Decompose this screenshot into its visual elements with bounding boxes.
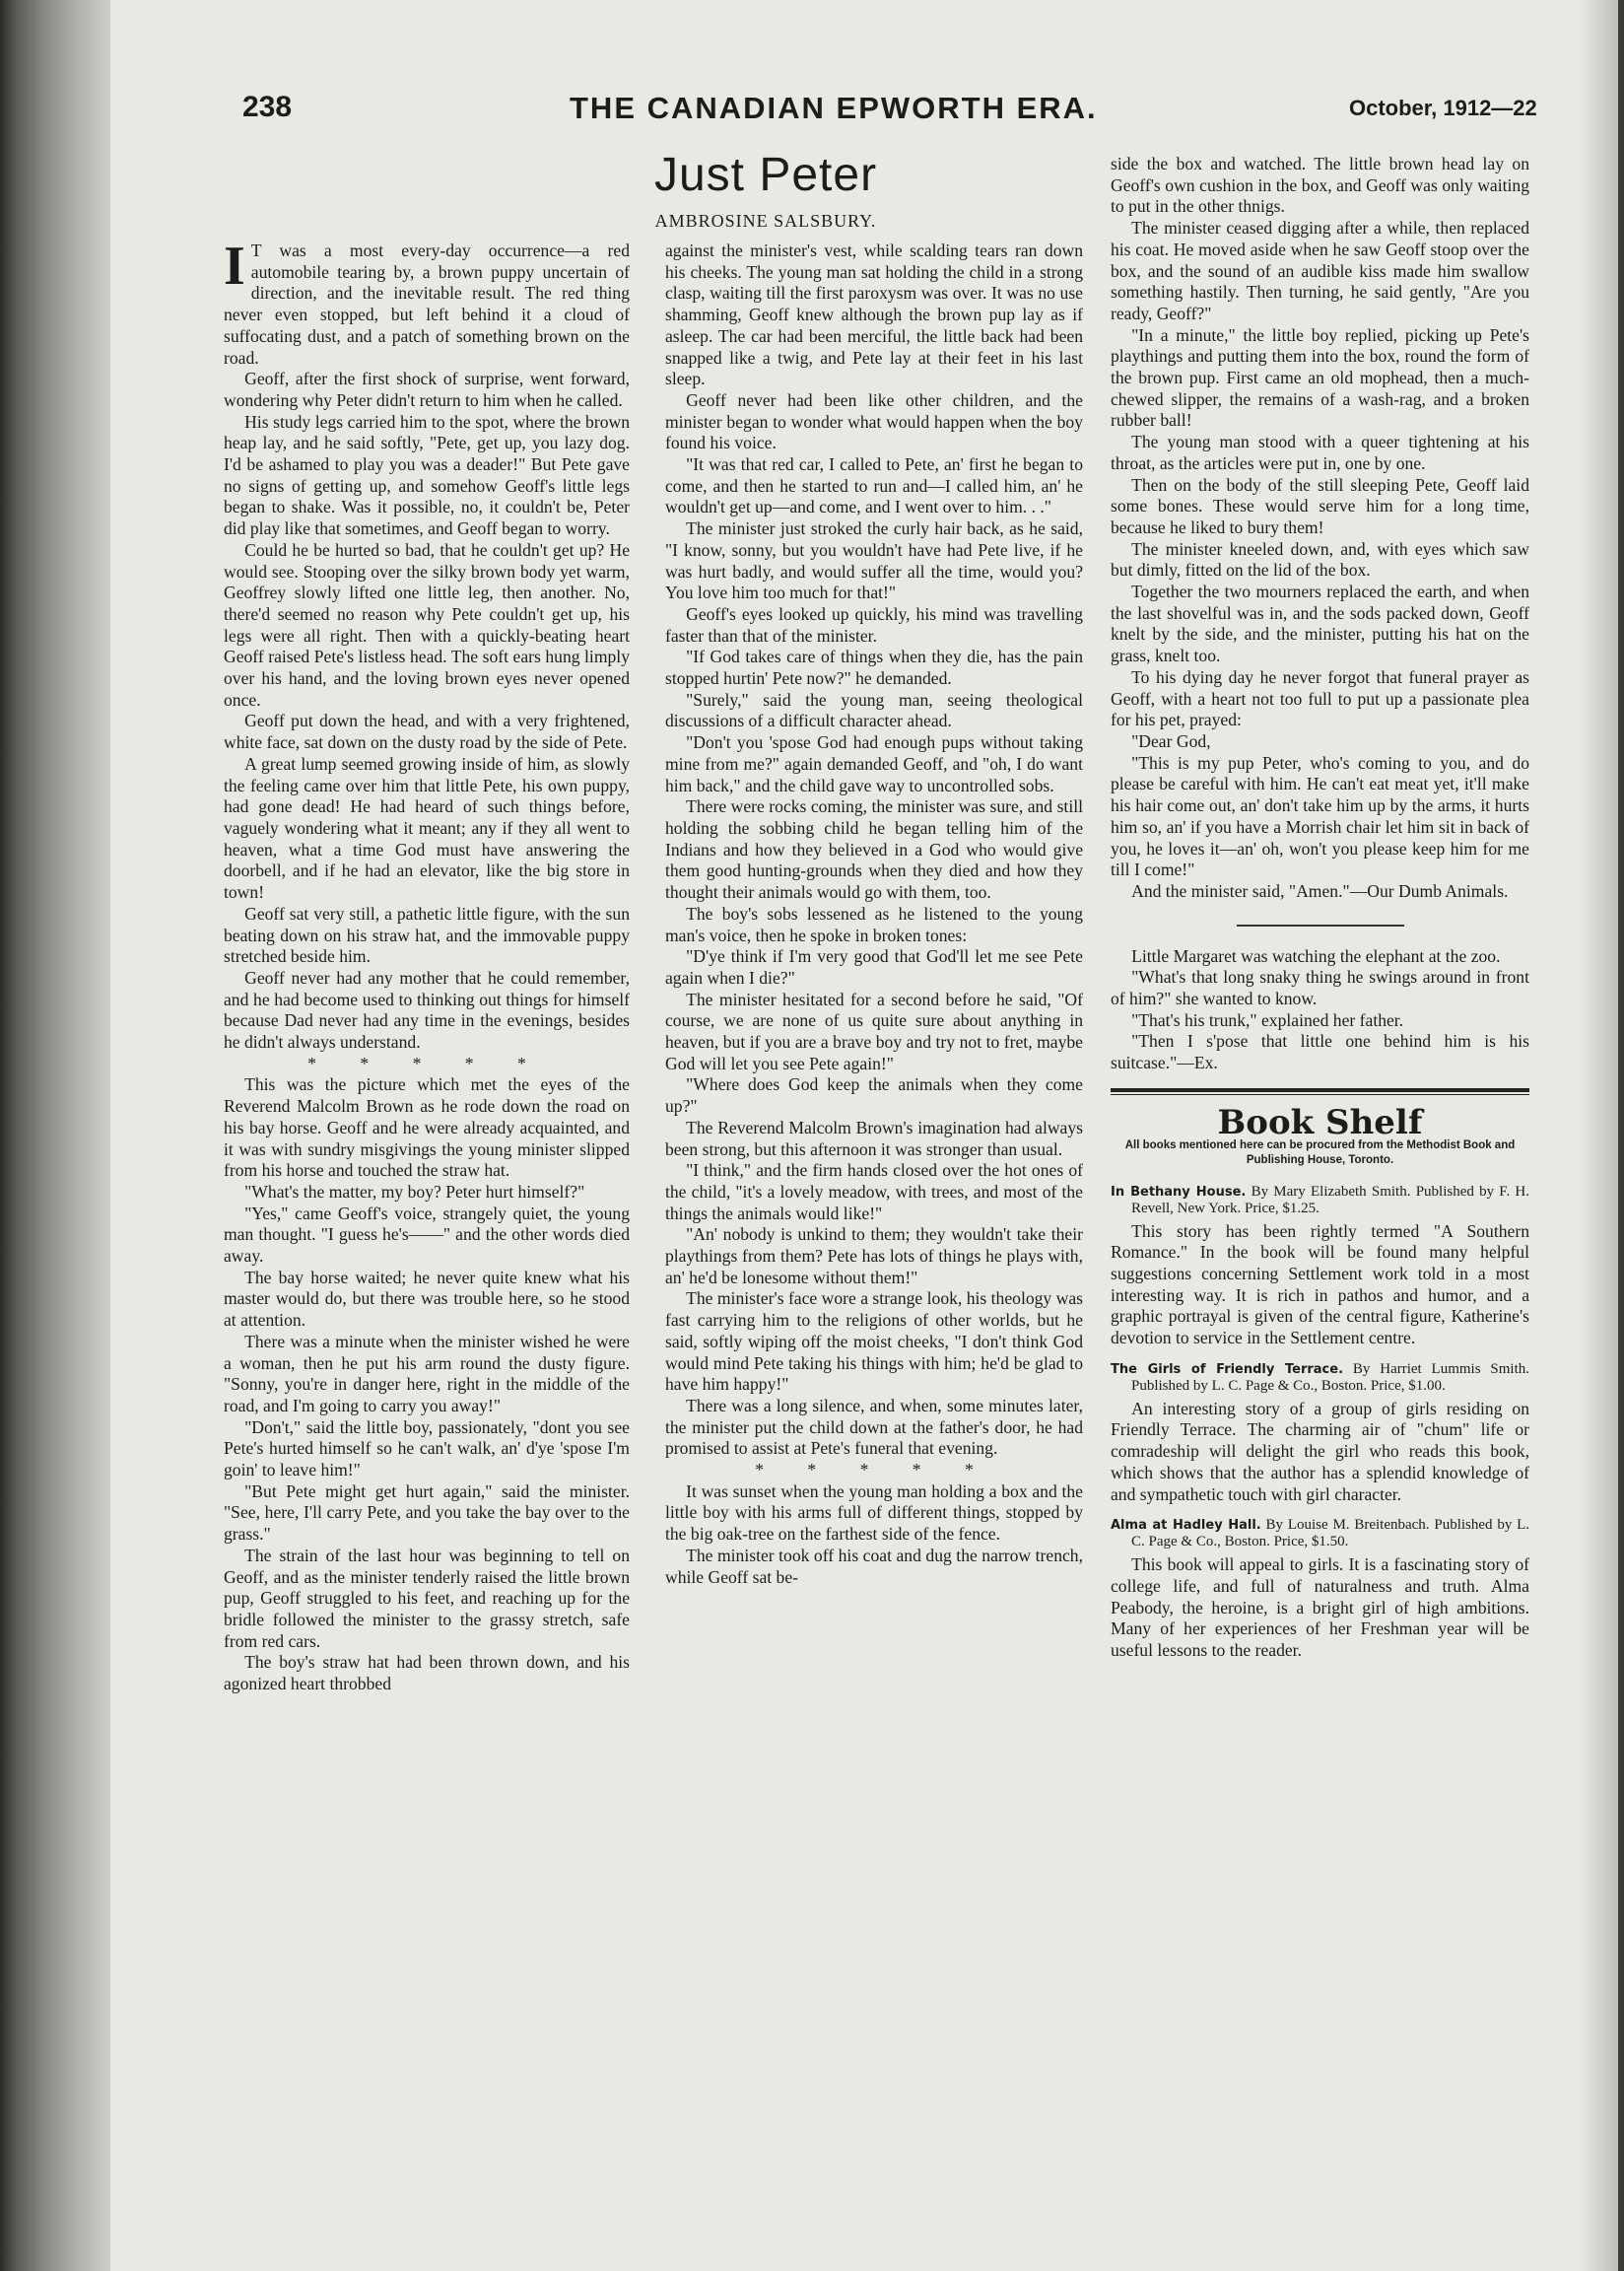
paragraph: against the minister's vest, while scalding tears ran down his cheeks. The young man sat holding the child in a strong clasp, waiting till the first paroxysm was over. It was no use shamming, Geoff knew although the brown pup lay as if asleep. The car had been merciful, the little back had been snapped like a twig, and Pete lay at their feet in his last sleep. bbox=[665, 241, 1083, 389]
book-heading bbox=[1111, 1184, 1529, 1217]
paragraph: The boy's straw hat had been thrown down, and his agonized heart throbbed bbox=[224, 1652, 630, 1694]
paragraph: "Where does God keep the animals when they come up?" bbox=[665, 1074, 1083, 1117]
paragraph: "Don't you 'spose God had enough pups without taking mine from me?" again demanded Geoff, and "oh, I do want him back," and the child gave way to uncontrolled sobs. bbox=[665, 732, 1083, 795]
book-info: By Harriet Lummis Smith. Published by L. C. Page & Co., Boston. Price, $1.00. bbox=[1131, 1360, 1530, 1394]
story-title: Just Peter bbox=[653, 149, 878, 201]
paragraph: "Don't," said the little boy, passionately, "dont you see Pete's hurted himself so he can't walk, an' d'ye 'spose I'm goin' to leave him!" bbox=[224, 1416, 630, 1480]
story-author: AMBROSINE SALSBURY. bbox=[654, 211, 877, 231]
paragraph: The minister's face wore a strange look, his theology was fast carrying him to the religions of other worlds, but he said, softly wiping off the moist cheeks, "I don't think God would mind Pete taking his things with him; he'd be glad to have him happy!" bbox=[665, 1288, 1083, 1395]
paragraph: "Surely," said the young man, seeing theological discussions of a difficult character ahead. bbox=[665, 689, 1083, 731]
section-break: * * * * * bbox=[307, 1053, 546, 1073]
book-title: The Girls of Friendly Terrace. bbox=[1111, 1361, 1344, 1377]
book-spine-edge bbox=[0, 0, 110, 2271]
section-break: * * * * * bbox=[755, 1460, 993, 1480]
paragraph: The minister just stroked the curly hair back, as he said, "I know, sonny, but you wouldn't have had Pete live, if he was hurt badly, and would suffer all the time, would you? You love him too much for that!" bbox=[665, 518, 1083, 603]
paragraph: The boy's sobs lessened as he listened to the young man's voice, then he spoke in broken tones: bbox=[665, 903, 1083, 945]
paragraph: The minister ceased digging after a while, then replaced his coat. He moved aside when he saw Geoff stoop over the box, and the sound of an audible kiss made him swallow something hastily. Then turning, he said gently, "Are you ready, Geoff?" bbox=[1111, 218, 1529, 323]
anecdote-paragraph: "Then I s'pose that little one behind him is his suitcase."—Ex. bbox=[1111, 1031, 1529, 1073]
paragraph: Geoff sat very still, a pathetic little figure, with the sun beating down on his straw hat, and the immovable puppy stretched beside him. bbox=[224, 903, 630, 967]
paragraph: The bay horse waited; he never quite knew what his master would do, but there was trouble here, so he stood at attention. bbox=[224, 1267, 630, 1331]
book-info: By Mary Elizabeth Smith. Published by F. H. Revell, New York. Price, $1.25. bbox=[1131, 1183, 1530, 1216]
paragraph: The young man stood with a queer tightening at his throat, as the articles were put in, one by one. bbox=[1111, 432, 1529, 473]
paragraph: His study legs carried him to the spot, where the brown heap lay, and he said softly, "Pete, get up, you lazy dog. I'd be ashamed to play you was a deader!" But Pete gave no signs of getting up, and somehow Geoff's little legs began to shake. Was it possible, no, it couldn't be, Peter did play like that sometimes, and Geoff began to worry. bbox=[224, 411, 630, 539]
anecdote-paragraph: "What's that long snaky thing he swings around in front of him?" she wanted to know. bbox=[1111, 967, 1529, 1009]
paragraph: It was sunset when the young man holding a box and the little boy with his arms full of different things, stopped by the big oak-tree on the farthest side of the fence. bbox=[665, 1480, 1083, 1545]
paragraph: There was a long silence, and when, some minutes later, the minister put the child down at the father's door, he had promised to assist at Pete's funeral that evening. bbox=[665, 1395, 1083, 1459]
paragraph: Could he be hurted so bad, that he couldn't get up? He would see. Stooping over the silky brown body yet warm, Geoffrey slowly lifted one little leg, then another. No, there'd seemed no reason why Pete couldn't get up, his legs were all right. Then with a quickly-beating heart Geoff raised Pete's listless head. The soft ears hung limply over his hand, and the loving brown eyes never opened once. bbox=[224, 539, 630, 710]
page-number: 238 bbox=[242, 91, 293, 123]
paragraph: "Yes," came Geoff's voice, strangely quiet, the young man thought. "I guess he's——" and the other words died away. bbox=[224, 1203, 630, 1267]
paragraph: To his dying day he never forgot that funeral prayer as Geoff, with a heart not too full to put up a passionate plea for his pet, prayed: bbox=[1111, 666, 1529, 730]
book-entry bbox=[1111, 1361, 1529, 1506]
paragraph: Geoff, after the first shock of surprise, went forward, wondering why Peter didn't return to him when he called. bbox=[224, 369, 630, 410]
paragraph: Together the two mourners replaced the earth, and when the last shovelful was in, and the sods packed down, Geoff knelt by the side, and the minister, putting his hat on the grass, knelt too. bbox=[1111, 582, 1529, 666]
column-3 bbox=[1111, 154, 1529, 1662]
paragraph: side the box and watched. The little brown head lay on Geoff's own cushion in the box, and Geoff was only waiting to put in the other thnigs. bbox=[1111, 154, 1529, 217]
paragraph: "Dear God, bbox=[1131, 730, 1211, 751]
column-2 bbox=[665, 241, 1083, 1588]
paragraph: Geoff never had any mother that he could remember, and he had become used to thinking out things for himself because Dad never had any time in the evenings, besides he didn't always understand. bbox=[224, 967, 630, 1053]
paragraph: "In a minute," the little boy replied, picking up Pete's playthings and putting them into the box, round the form of the brown pup. First came an old mophead, then a much-chewed slipper, the remains of a wash-rag, and a broken rubber ball! bbox=[1111, 324, 1529, 431]
journal-title: THE CANADIAN EPWORTH ERA. bbox=[570, 91, 1098, 125]
paragraph: "What's the matter, my boy? Peter hurt himself?" bbox=[244, 1181, 585, 1202]
book-heading bbox=[1111, 1517, 1529, 1550]
paragraph: The minister took off his coat and dug the narrow trench, while Geoff sat be- bbox=[665, 1545, 1083, 1587]
paragraph: Geoff never had been like other children, and the minister began to wonder what would happen when the boy found his voice. bbox=[665, 389, 1083, 453]
paragraph: The Reverend Malcolm Brown's imagination had always been strong, but this afternoon it was stronger than usual. bbox=[665, 1117, 1083, 1159]
paragraph: The minister hesitated for a second before he said, "Of course, we are none of us quite sure about anything in heaven, but if you are a brave boy and try not to fret, maybe God will let you see Pete again!" bbox=[665, 989, 1083, 1073]
paragraph: "An' nobody is unkind to them; they wouldn't take their playthings from them? Pete has lots of things he plays with, an' he'd be lonesome without them!" bbox=[665, 1224, 1083, 1287]
book-title: In Bethany House. bbox=[1111, 1184, 1247, 1200]
book-info: By Louise M. Breitenbach. Published by L. C. Page & Co., Boston. Price, $1.50. bbox=[1131, 1517, 1530, 1550]
anecdote-paragraph: Little Margaret was watching the elephant at the zoo. bbox=[1131, 945, 1501, 966]
issue-date: October, 1912—22 bbox=[1349, 96, 1537, 120]
bookshelf-heading: Book Shelf bbox=[1217, 1102, 1423, 1142]
paragraph: "This is my pup Peter, who's coming to you, and do please be careful with him. He can't eat meat yet, it'll make his hair come out, an' don't take him up by the arms, it hurts him so, an' if you have a Morrish chair let him sit in back of you, he loves it—an' oh, won't you please keep him for me till I come!" bbox=[1111, 752, 1529, 880]
paragraph: "D'ye think if I'm very good that God'll let me see Pete again when I die?" bbox=[665, 946, 1083, 988]
bookshelf-note: All books mentioned here can be procured from the Methodist Book and Publishing House, Toronto. bbox=[1124, 1138, 1516, 1166]
paragraph: The minister kneeled down, and, with eyes which saw but dimly, fitted on the lid of the box. bbox=[1111, 538, 1529, 581]
paragraph: A great lump seemed growing inside of him, as slowly the feeling came over him that little Pete, his own puppy, had gone dead! He had heard of such things before, vaguely wondering what it meant; any if they all went to heaven, what a time God must have answering the doorbell, and if he had an elevator, like the big store in town! bbox=[224, 753, 630, 903]
anecdote-paragraph: "That's his trunk," explained her father. bbox=[1131, 1009, 1404, 1030]
book-entry bbox=[1111, 1184, 1529, 1349]
book-entry bbox=[1111, 1517, 1529, 1662]
paragraph: This was the picture which met the eyes of the Reverend Malcolm Brown as he rode down the road on his bay horse. Geoff and he were already acquainted, and it was with sundry misgivings the young minister slipped from his horse and touched the straw hat. bbox=[224, 1074, 630, 1181]
book-review: An interesting story of a group of girls residing on Friendly Terrace. The charming air of "chum" life or comradeship will delight the girl who reads this book, which shows that the author has a splendid knowledge of and sympathetic touch with girl character. bbox=[1111, 1398, 1529, 1504]
drop-cap: I bbox=[224, 236, 245, 297]
paragraph: Then on the body of the still sleeping Pete, Geoff laid some bones. These would serve him for a long time, because he liked to bury them! bbox=[1111, 474, 1529, 537]
paragraph: "If God takes care of things when they die, has the pain stopped hurtin' Pete now?" he demanded. bbox=[665, 647, 1083, 689]
paragraph: And the minister said, "Amen."—Our Dumb Animals. bbox=[1131, 880, 1509, 901]
paragraph: The strain of the last hour was beginning to tell on Geoff, and as the minister tenderly raised the little brown pup, Geoff struggled to his feet, and reaching up for the bridle followed the minister to the grassy stretch, safe from red cars. bbox=[224, 1545, 630, 1651]
book-review: This book will appeal to girls. It is a fascinating story of college life, and full of naturalness and truth. Alma Peabody, the heroine, is a bright girl of high ambitions. Many of her experiences of her Freshman year will be useful lessons to the reader. bbox=[1111, 1554, 1529, 1661]
paragraph: "But Pete might get hurt again," said the minister. "See, here, I'll carry Pete, and you take the bay over to the grass." bbox=[224, 1480, 630, 1545]
column-1 bbox=[224, 236, 630, 1695]
book-heading bbox=[1111, 1361, 1529, 1395]
paragraph: There were rocks coming, the minister was sure, and still holding the sobbing child he began telling him of the Indians and how they believed in a God who would give them good hunting-grounds when they died and how they thought their animals would go with them, too. bbox=[665, 796, 1083, 903]
paragraph: "I think," and the firm hands closed over the hot ones of the child, "it's a lovely meadow, with trees, and most of the things the animals would like!" bbox=[665, 1160, 1083, 1223]
paragraph: Geoff put down the head, and with a very frightened, white face, sat down on the dusty road by the side of Pete. bbox=[224, 711, 630, 753]
paragraph: Geoff's eyes looked up quickly, his mind was travelling faster than that of the minister. bbox=[665, 603, 1083, 646]
paragraph: "It was that red car, I called to Pete, an' first he began to come, and then he started to run and—I called him, an' he wouldn't get up—and come, and I went over to him. . ." bbox=[665, 454, 1083, 517]
book-review: This story has been rightly termed "A Southern Romance." In the book will be found many helpful suggestions concerning Settlement work told in a most interesting way. It is rich in pathos and humor, and a graphic portrayal is given of the central figure, Katherine's devotion to service in the Settlement centre. bbox=[1111, 1220, 1529, 1348]
divider bbox=[1237, 925, 1404, 927]
page bbox=[110, 0, 1618, 2271]
section-rule bbox=[1111, 1088, 1529, 1095]
book-title: Alma at Hadley Hall. bbox=[1111, 1518, 1261, 1534]
paragraph: There was a minute when the minister wished he were a woman, then he put his arm round the dusty figure. "Sonny, you're in danger here, right in the middle of the road, and I'm going to carry you away!" bbox=[224, 1331, 630, 1415]
paragraph: I T was a most every-day occurrence—a red automobile tearing by, a brown puppy uncertain of direction, and the inevitable result. The red thing never even stopped, but left behind it a cloud of suffocating dust, and a patch of something brown on the road. bbox=[224, 236, 630, 368]
